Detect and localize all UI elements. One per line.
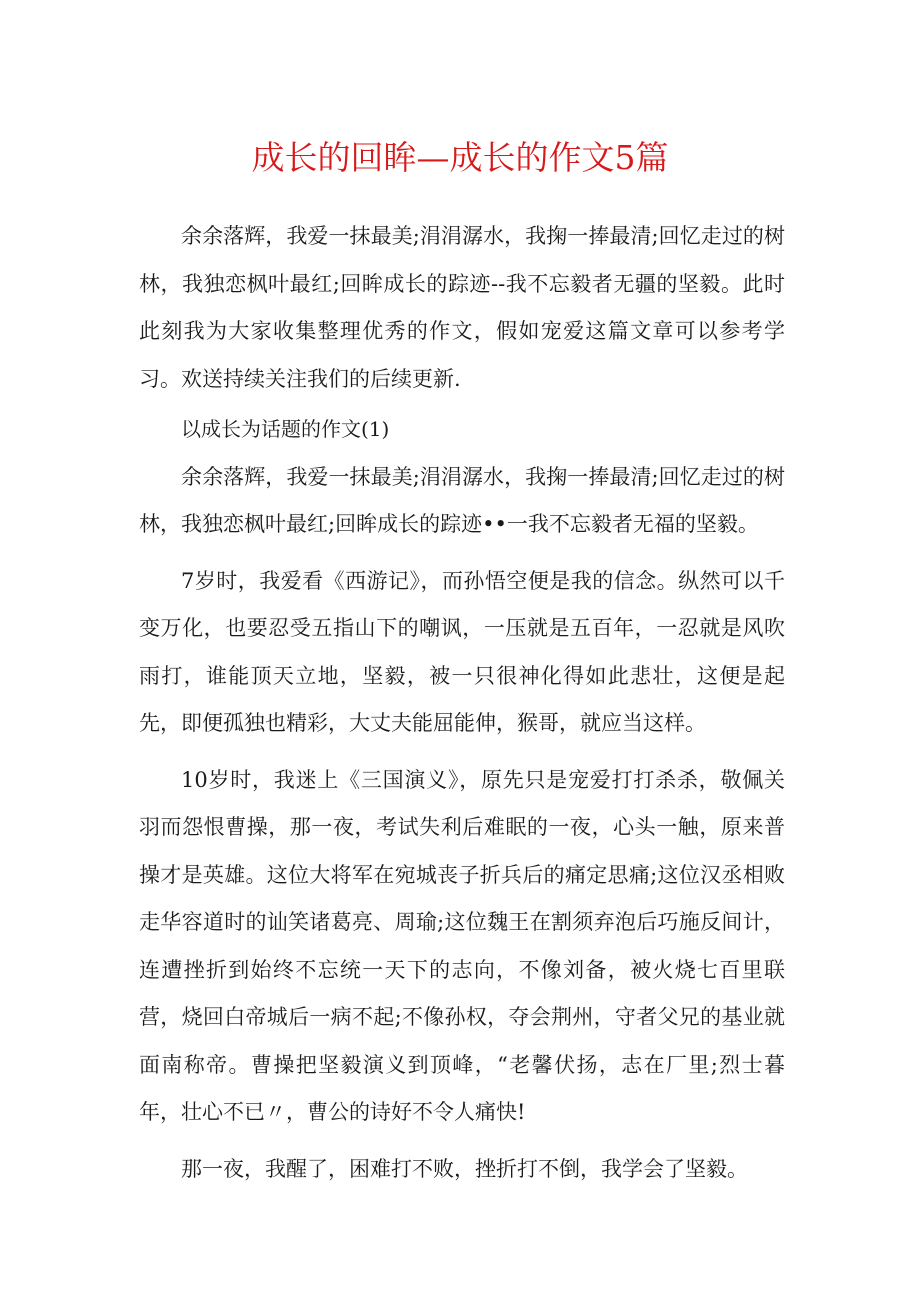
document-title: 成长的回眸—成长的作文5篇 xyxy=(251,138,669,177)
paragraph-age-7: 7岁时，我爱看《西游记》，而孙悟空便是我的信念。纵然可以千变万化，也要忍受五指山下的嘲讽，一压就是五百年，一忍就是风吹雨打，谁能顶天立地，坚毅，被一只很神化得如此悲壮，这便是起先，即便孤独也精彩，大丈夫能屈能伸，猴哥，就应当这样。 xyxy=(139,568,785,735)
paragraph-age-10: 10岁时，我迷上《三国演义》，原先只是宠爱打打杀杀，敬佩关羽而怨恨曹操，那一夜，考试失利后难眠的一夜，心头一触，原来普操才是英雄。这位大将军在宛城丧子折兵后的痛定思痛;这位汉丞相败走华容道时的讪笑诸葛亮、周瑜;这位魏王在割须弃泡后巧施反间计，连遭挫折到始终不忘统一天下的志向，不像刘备，被火烧七百里联营，烧回白帝城后一病不起;不像孙权，夺会荆州，守者父兄的基业就面南称帝。曹操把坚毅演义到顶峰，“老馨伏扬，志在厂里;烈士暮年，壮心不已〃，曹公的诗好不令人痛快! xyxy=(139,767,785,1124)
section-heading: 以成长为话题的作文(1) xyxy=(181,417,390,441)
document-body xyxy=(139,213,785,1193)
paragraph-opening: 余余落辉，我爱一抹最美;涓涓潺水，我掬一捧最清;回忆走过的树林，我独恋枫叶最红;回眸成长的踪迹••一我不忘毅者无福的坚毅。 xyxy=(139,464,785,536)
intro-paragraph: 余余落辉，我爱一抹最美;涓涓潺水，我掬一捧最清;回忆走过的树林，我独恋枫叶最红;回眸成长的踪迹--我不忘毅者无疆的坚毅。此时此刻我为大家收集整理优秀的作文，假如宠爱这篇文章可以参考学习。欢送持续关注我们的后续更新. xyxy=(139,224,785,391)
paragraph-conclusion: 那一夜，我醒了，困难打不败，挫折打不倒，我学会了坚毅。 xyxy=(181,1156,748,1181)
